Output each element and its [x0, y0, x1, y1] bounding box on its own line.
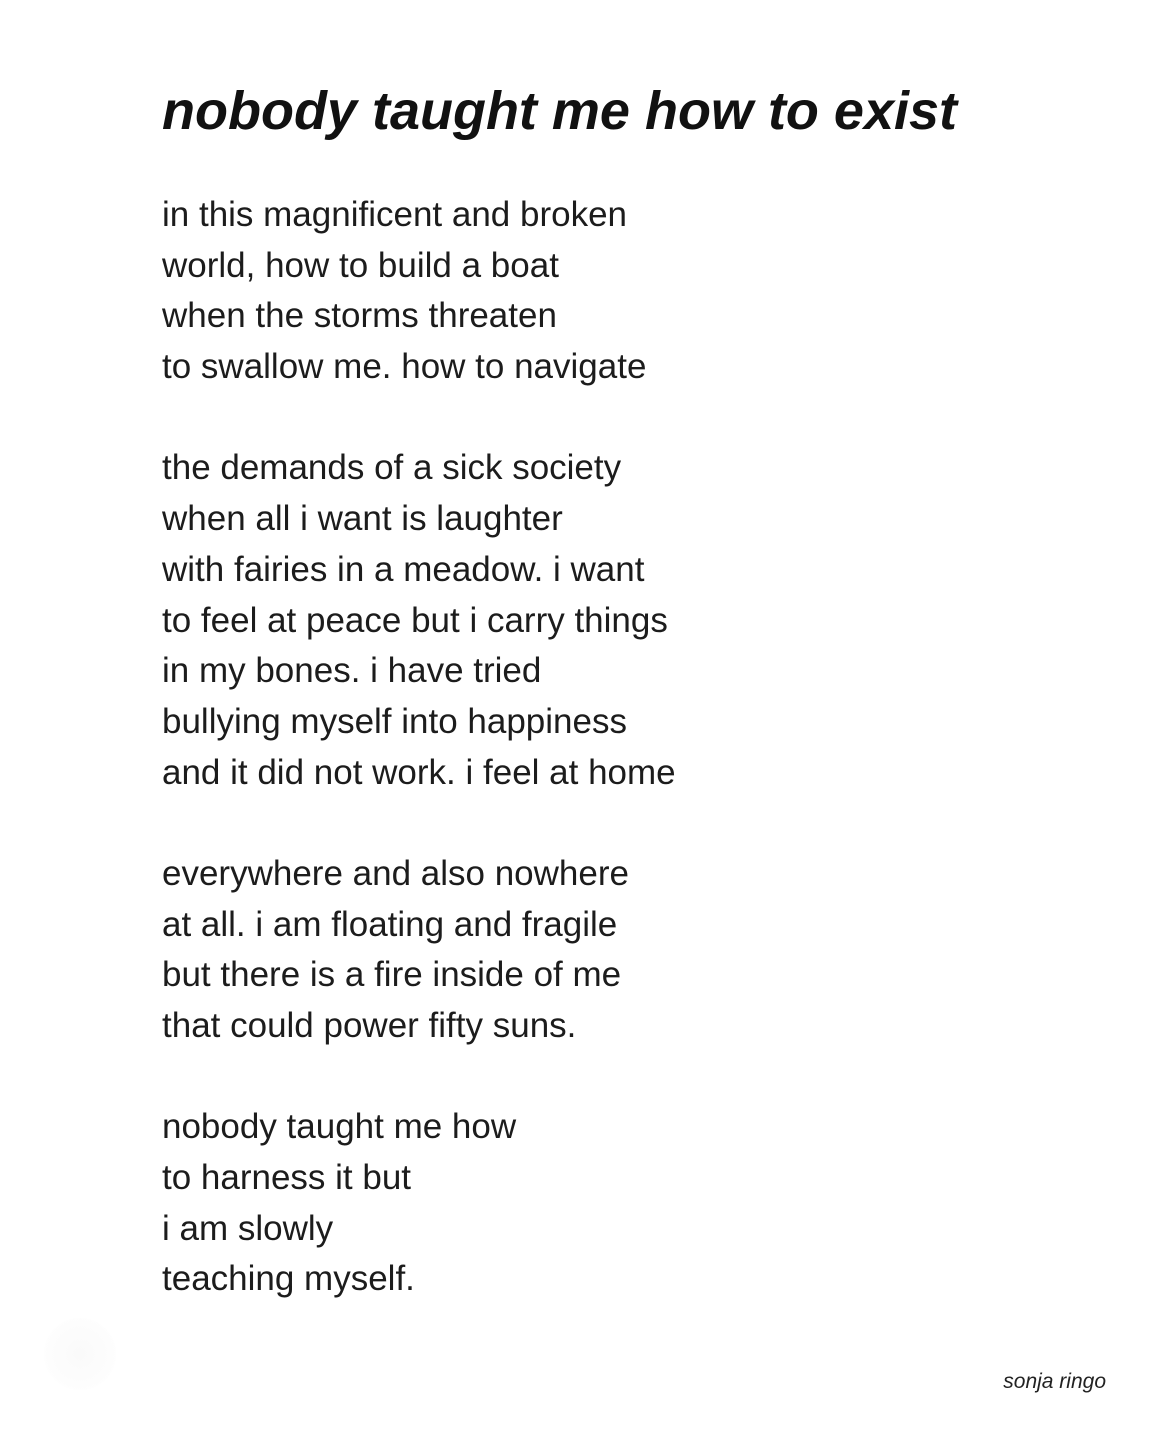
poem-line: in this magnificent and broken — [162, 195, 627, 234]
poem-line: in my bones. i have tried — [162, 651, 542, 691]
poem-body — [162, 190, 1062, 1356]
poem-title: nobody taught me how to exist — [162, 81, 957, 141]
poem-line: world, how to build a boat — [162, 245, 559, 285]
poem-line: to swallow me. how to navigate — [162, 347, 647, 387]
poem-line: nobody taught me how — [162, 1107, 517, 1147]
poem-line: to harness it but — [162, 1158, 412, 1198]
poem-line: and it did not work. i feel at home — [162, 752, 676, 792]
poem-line: i am slowly — [162, 1208, 334, 1248]
poem-line: but there is a fire inside of me — [162, 955, 622, 995]
poem-line: everywhere and also nowhere — [162, 853, 629, 893]
poem-line: when the storms threaten — [162, 296, 557, 336]
stanza-2 — [162, 443, 1062, 798]
poem-line: with fairies in a meadow. i want — [162, 549, 645, 589]
stanza-4 — [162, 1102, 1062, 1305]
poem-line: the demands of a sick society — [162, 448, 622, 488]
poem-line: bullying myself into happiness — [162, 701, 627, 741]
faint-watermark-circle — [44, 1318, 116, 1390]
author-signature: sonja ringo — [1003, 1370, 1106, 1393]
poem-line: to feel at peace but i carry things — [162, 600, 668, 640]
stanza-3 — [162, 849, 1062, 1052]
poem-line: at all. i am floating and fragile — [162, 904, 618, 944]
poem-line: when all i want is laughter — [162, 499, 563, 539]
poem-line: teaching myself. — [162, 1259, 415, 1299]
poem-line: that could power fifty suns. — [162, 1006, 577, 1045]
stanza-1 — [162, 190, 1062, 393]
